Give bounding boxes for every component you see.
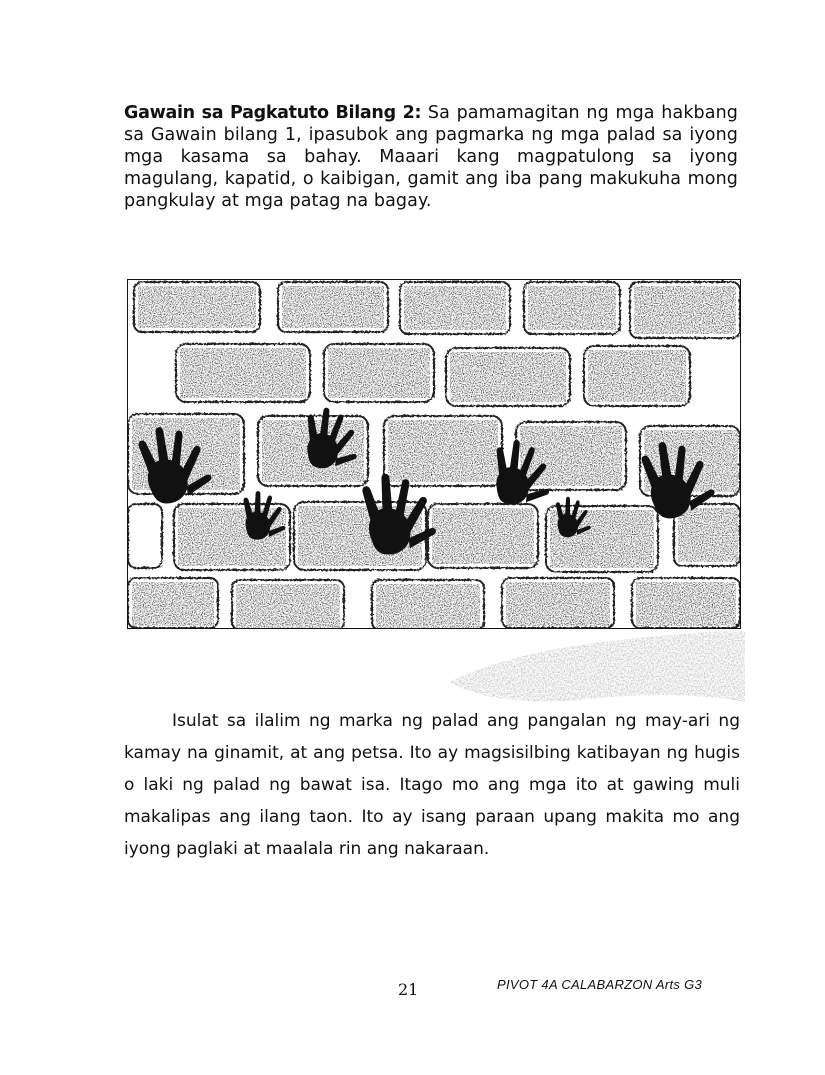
smudge-decoration	[430, 622, 745, 707]
instruction-paragraph	[124, 705, 740, 865]
activity-text: Sa pamamagitan ng mga hakbang sa Gawain bilang 1, ipasubok ang pagmarka ng mga palad sa iyong mga kasama sa bahay. Maaari kang magpatulong sa iyong magulang, kapatid, o kaibigan, gamit ang iba pang makukuha mong pangkulay at mga patag na bagay.	[124, 103, 738, 211]
activity-paragraph	[124, 102, 738, 212]
page-number: 21	[398, 980, 419, 999]
footer-title: PIVOT 4A CALABARZON Arts G3	[497, 977, 703, 992]
handprint-wall-illustration	[127, 279, 741, 629]
activity-heading: Gawain sa Pagkatuto Bilang 2:	[124, 103, 422, 123]
instruction-text: Isulat sa ilalim ng marka ng palad ang pangalan ng may-ari ng kamay na ginamit, at ang petsa. Ito ay magsisilbing katibayan ng hugis o laki ng palad ng bawat isa. Itago mo ang mga ito at gawing muli makalipas ang ilang taon. Ito ay isang paraan upang makita mo ang iyong paglaki at maalala rin ang nakaraan.	[124, 711, 740, 859]
